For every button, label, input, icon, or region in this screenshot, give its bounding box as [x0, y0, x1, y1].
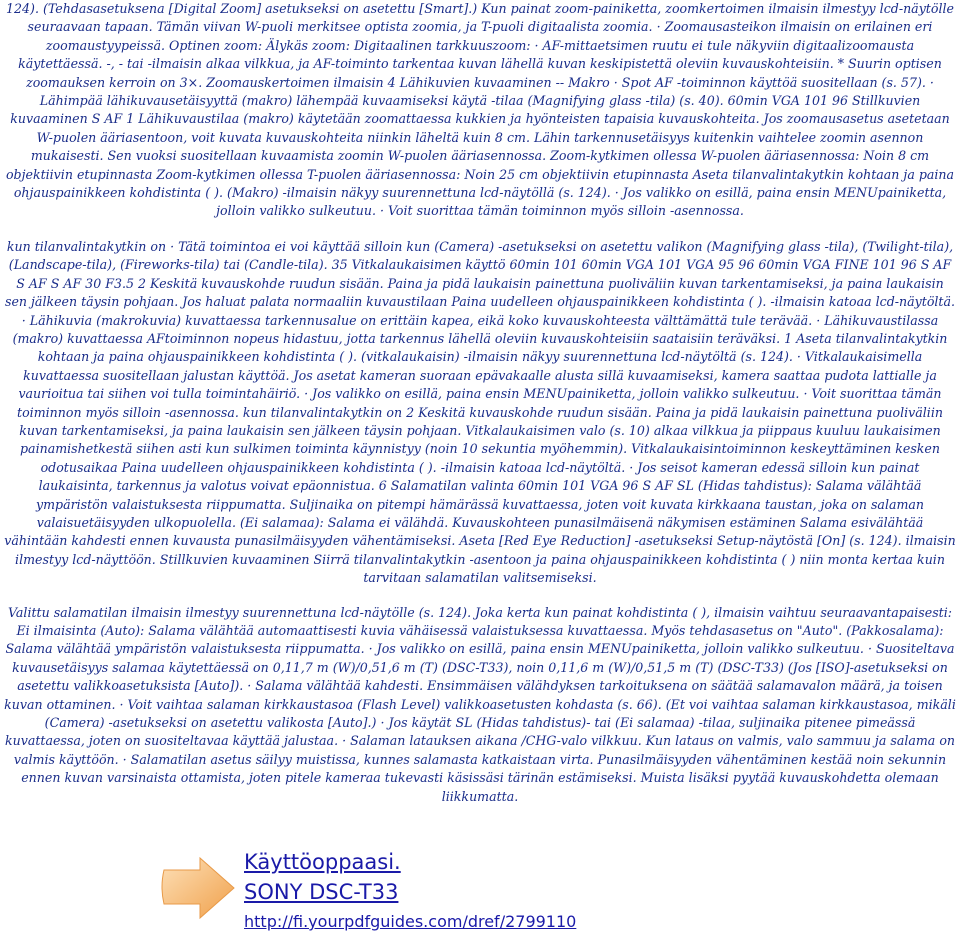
orange-arrow-icon — [160, 856, 238, 922]
paragraph-gap — [4, 221, 956, 238]
footer-title-link[interactable]: Käyttöoppaasi. — [244, 850, 401, 874]
paragraph-block: kun tilanvalintakytkin on · Tätä toimintoa ei voi käyttää silloin kun (Camera) -asetukseksi on asetettu valikon (Magnifying glass -tila), (Twilight-tila), (Landscape-tila), (Fireworks-tila) tai (Candle-tila). 35 Vitkalaukaisimen käyttö 60min 101 60min VGA 101 VGA 95 96 60min VGA FINE 101 96 S AF S AF S AF 30 F3.5 2 Keskitä kuvauskohde ruudun sisään. Paina ja pidä laukaisin painettuna puoliväliin kuvan tarkentamiseksi, ja paina laukaisin sen jälkeen täysin pohjaan. Jos haluat palata normaaliin kuvaustilaan Paina uudelleen ohjauspainikkeen kohdistinta ( ). -ilmaisin katoaa lcd-näytöltä. · Lähikuvia (makrokuvia) kuvattaessa tarkennusalue on erittäin kapea, eikä koko kuvauskohteesta välttämättä tule terävää. · Lähikuvaustilassa (makro) kuvattaessa AFtoiminnon nopeus hidastuu, jotta tarkennus lähellä oleviin kuvauskohteisiin saataisiin teräväksi. 1 Aseta tilanvalintakytkin kohtaan ja paina ohjauspainikkeen kohdistinta ( ). (vitkalaukaisin) -ilmaisin näkyy suurennettuna lcd-näytöltä (s. 124). · Vitkalaukaisimella kuvattaessa suositellaan jalustan käyttöä. Jos asetat kameran suoraan epävakaalle alusta sillä kuvaamiseksi, kamera saattaa pudota lattialle ja vaurioitua tai siihen voi tulla toimintahäiriö. · Jos valikko on esillä, paina ensin MENUpainiketta, jolloin valikko sulkeutuu. · Voit suorittaa tämän toiminnon myös silloin -asennossa. kun tilanvalintakytkin on 2 Keskitä kuvauskohde ruudun sisään. Paina ja pidä laukaisin painettuna puoliväliin kuvan tarkentamiseksi, ja paina laukaisin sen jälkeen täysin pohjaan. Vitkalaukaisimen valo (s. 10) alkaa vilkkua ja piippaus kuuluu laukaisimen painamishetkestä siihen asti kun sulkimen toiminta käynnistyy (noin 10 sekuntia myöhemmin). Vitkalaukaisintoiminnon keskeyttäminen kesken odotusaikaa Paina uudelleen ohjauspainikkeen kohdistinta ( ). -ilmaisin katoaa lcd-näytöltä. · Jos seisot kameran edessä silloin kun painat laukaisinta, tarkennus ja valotus voivat epäonnistua. 6 Salamatilan valinta 60min 101 VGA 96 S AF SL (Hidas tahdistus): Salama välähtää ympäristön valaistuksesta riippumatta. Suljinaika on pitempi hämärässä kuvattaessa, joten voit kuvata kirkkaana taustan, joka on salaman valaisuetäisyyden ulkopuolella. (Ei salamaa): Salama ei välähdä. Kuvauskohteen punasilmäisenä näkymisen estäminen Salama esivälähtää vähintään kahdesti ennen kuvausta punasilmäisyyden vähentämiseksi. Aseta [Red Eye Reduction] -asetukseksi Setup-näytöstä [On] (s. 124). ilmaisin ilmestyy lcd-näyttöön. Stillkuvien kuvaaminen Siirrä tilanvalintakytkin -asentoon ja paina ohjauspainikkeen kohdistinta ( ) niin monta kertaa kuin tarvitaan salamatilan valitsemiseksi. — [4, 238, 956, 586]
footer-model-link[interactable]: SONY DSC-T33 — [244, 880, 399, 904]
paragraph-block: 124). (Tehdasasetuksena [Digital Zoom] asetukseksi on asetettu [Smart].) Kun painat zoom-painiketta, zoomkertoimen ilmaisin ilmestyy lcd-näytölle seuraavaan tapaan. Tämän viivan W-puoli merkitsee optista zoomia, ja T-puoli digitaalista zoomia. · Zoomausasteikon ilmaisin on erilainen eri zoomaustyypeissä. Optinen zoom: Älykäs zoom: Digitaalinen tarkkuuszoom: · AF-mittaetsimen ruutu ei tule näkyviin digitaalizoomausta käytettäessä. -, - tai -ilmaisin alkaa vilkkua, ja AF-toiminto tarkentaa kuvan lähellä kuvan keskipistettä oleviin kuvauskohteisiin. * Suurin optisen zoomauksen kerroin on 3×. Zoomauskertoimen ilmaisin 4 Lähikuvien kuvaaminen -- Makro · Spot AF -toiminnon käyttöä suositellaan (s. 57). · Lähimpää lähikuvausetäisyyttä (makro) lähempää kuvaamiseksi käytä -tilaa (Magnifying glass -tila) (s. 40). 60min VGA 101 96 Stillkuvien kuvaaminen S AF 1 Lähikuvaustilaa (makro) käytetään zoomattaessa kukkien ja hyönteisten tapaisia kuvauskohteita. Jos zoomausasetus asetetaan W-puolen ääriasentoon, voit kuvata kuvauskohteita niinkin läheltä kuin 8 cm. Lähin tarkennusetäisyys kuitenkin vaihtelee zoomin asennon mukaisesti. Sen vuoksi suositellaan kuvaamista zoomin W-puolen ääriasennossa. Zoom-kytkimen ollessa W-puolen ääriasennossa: Noin 8 cm objektiivin etupinnasta Zoom-kytkimen ollessa T-puolen ääriasennossa: Noin 25 cm objektiivin etupinnasta Aseta tilanvalintakytkin kohtaan ja paina ohjauspainikkeen kohdistinta ( ). (Makro) -ilmaisin näkyy suurennettuna lcd-näytöllä (s. 124). · Jos valikko on esillä, paina ensin MENUpainiketta, jolloin valikko sulkeutuu. · Voit suorittaa tämän toiminnon myös silloin -asennossa. — [5, 1, 955, 219]
paragraph-block: Valittu salamatilan ilmaisin ilmestyy suurennettuna lcd-näytölle (s. 124). Joka kerta kun painat kohdistinta ( ), ilmaisin vaihtuu seuraavantapaisesti: Ei ilmaisinta (Auto): Salama välähtää automaattisesti kuvia vähäisessä valaistuksessa kuvattaessa. Myös tehdasasetus on "Auto". (Pakkosalama): Salama välähtää ympäristön valaistuksesta riippumatta. · Jos valikko on esillä, paina ensin MENUpainiketta, jolloin valikko sulkeutuu. · Suositeltava kuvausetäisyys salamaa käytettäessä on 0,11,7 m (W)/0,51,6 m (T) (DSC-T33), noin 0,11,6 m (W)/0,51,5 m (T) (DSC-T33) (Jos [ISO]-asetukseksi on asetettu valikkoasetuksista [Auto]). · Salama välähtää kahdesti. Ensimmäisen välähdyksen tarkoituksena on säätää salamavalon määrä, ja toisen kuvan ottaminen. · Voit vaihtaa salaman kirkkaustasoa (Flash Level) valikkoasetusten kohdasta (s. 66). (Et voi vaihtaa salaman kirkkaustasoa, mikäli (Camera) -asetukseksi on asetettu valikosta [Auto].) · Jos käytät SL (Hidas tahdistus)- tai (Ei salamaa) -tilaa, suljinaika pitenee pimeässä kuvattaessa, joten on suositeltavaa käyttää jalustaa. · Salaman latauksen aikana /CHG-valo vilkkuu. Kun lataus on valmis, valo sammuu ja salama on valmis käyttöön. · Salamatilan asetus säilyy muistissa, kunnes salamasta katkaistaan virta. Punasilmäisyyden vähentäminen kestää noin sekunnin ennen kuvan varsinaista ottamista, joten pitele kameraa tukevasti käsissäsi tärinän estämiseksi. Muista lisäksi pyytää kuvauskohdetta olemaan liikkumatta. — [4, 604, 956, 804]
paragraph-gap — [4, 588, 956, 604]
footer-url-link[interactable]: http://fi.yourpdfguides.com/dref/2799110 — [244, 912, 577, 931]
document-body — [4, 0, 956, 806]
footer-brand — [160, 848, 600, 940]
